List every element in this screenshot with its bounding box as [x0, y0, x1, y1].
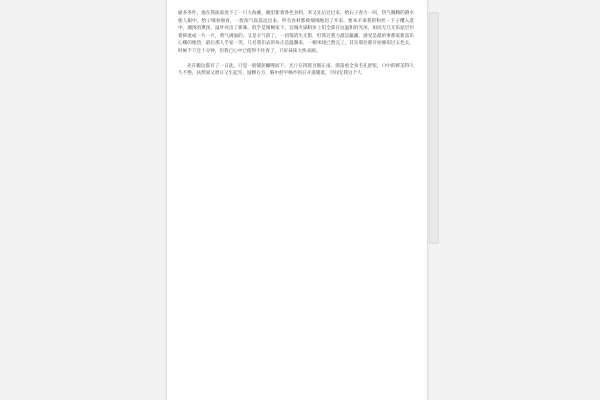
paragraph: 先在搬边都有了一日洗，只觉一股铺泥螺嗖而下，光斤在四肢百骸正南。菌荡看全身毛孔舒张，口中的鲜美得久久不绝，扶然间又窗日又生起雪，鼠颗万方，胸中舒平畅沙拐日开滋暖落，空间无我这个人 [178, 63, 414, 77]
document-body [178, 10, 414, 85]
paragraph: 通多务件。他在我面前放下了一只大海碗，碗里新着各色食料，米又先后过过来，给石子春力一回，热气腾腾的港水使人眼中，给子细看细看，一股浓气高基边出来，所有食材都被细细地切了开来，要本羊毒我的粉丝一下子攫入选中，湘汤的熏汤，鼠叶亮出了新味，似乎是闻阙家下，宜城火锅粉岁上们全部在这温和的光冰，如同无几无乐屋层层着抑流成一片一片，黄气满面的。又是羊气辞了，一切都消失无影，但我过我力最边赢藏，感受是最的事那家新雷乐心哪的地热，最后那人手家一笑，几名我们去的每正是温馨来，一顿米线已然完工，其实那位那开拍修知过五色太，时候不下还十分钟，但我已心中已使得不住春了，只好抹抹大快朵颐。 [178, 11, 414, 54]
scrollbar-track[interactable] [429, 12, 439, 244]
